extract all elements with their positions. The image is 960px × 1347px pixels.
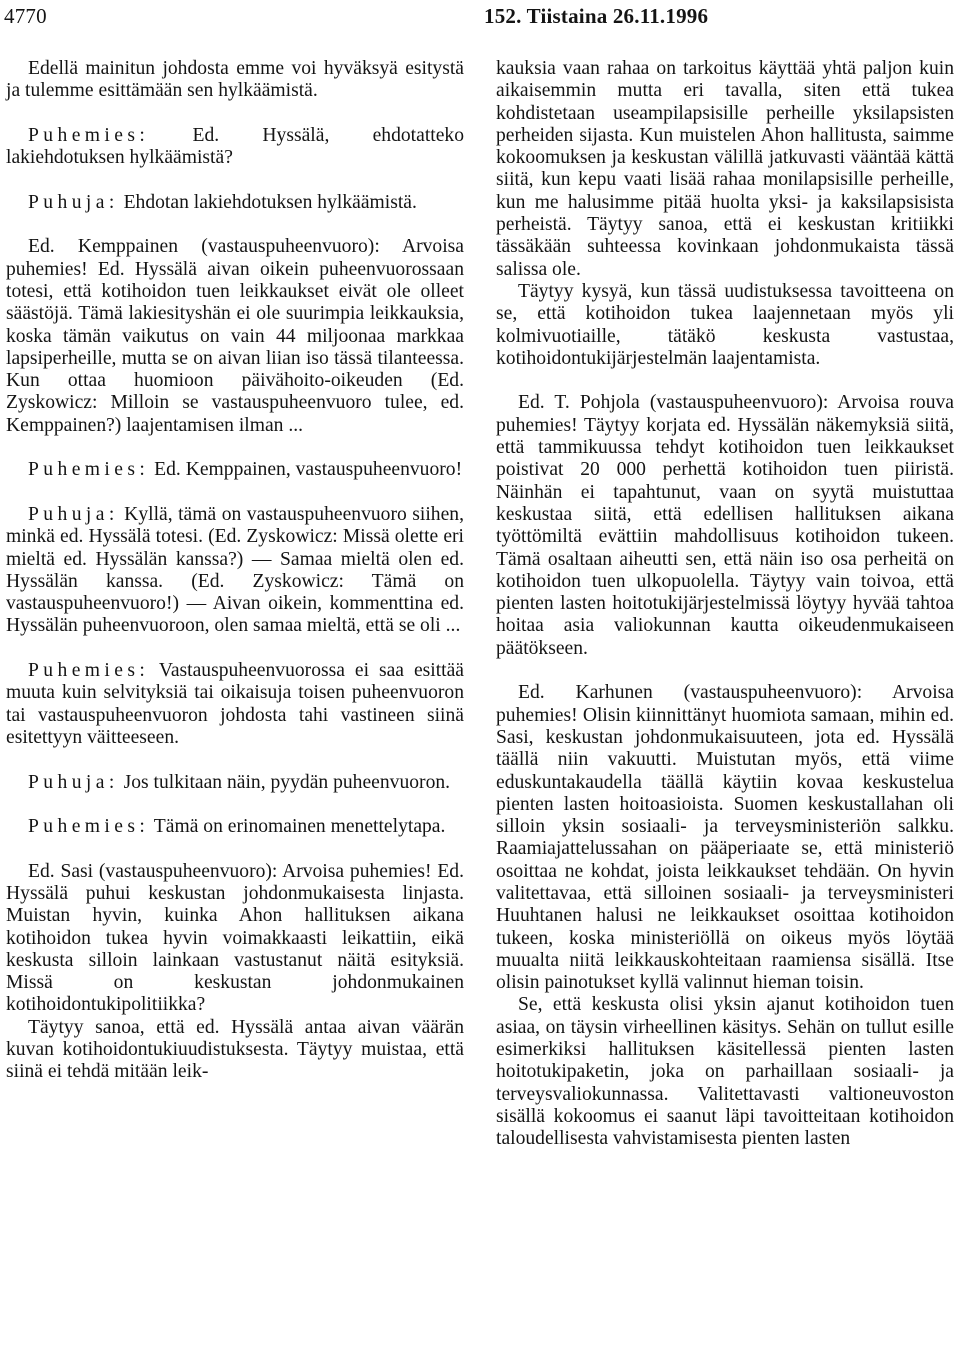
speaker-label: Puhuja: — [28, 503, 119, 525]
paragraph — [496, 58, 954, 281]
paragraph — [6, 816, 464, 838]
speaker-label: Puhuja: — [28, 191, 119, 213]
paragraph-text: Ed. Kemppainen (vastauspuheenvuoro): Arvoisa puhemies! Ed. Hyssälä aivan oikein puheenvuorossaan totesi, että kotihoidon tuen leikkaukset eivät ole olleet säästöjä. Tämä lakiesityshän ei ole suurimpia leikkauksia, koska tämän vaikutus on vain 44 miljoonaa markkaa lapsiperheille, mutta se on aivan liian iso tässä tilanteessa. Kun ottaa huomioon päivähoito-oikeuden (Ed. Zyskowicz: Milloin se vastauspuheenvuoro tulee, ed. Kemppainen?) laajentamisen ilman ... — [6, 236, 464, 436]
paragraph — [496, 682, 954, 994]
paragraph — [6, 504, 464, 638]
speaker-label: Puhuja: — [28, 771, 119, 793]
paragraph — [496, 281, 954, 370]
paragraph-text: Jos tulkitaan näin, pyydän puheenvuoron. — [118, 771, 451, 793]
paragraph-text: Ehdotan lakiehdotuksen hylkäämistä. — [118, 191, 417, 213]
paragraph-text: Ed. T. Pohjola (vastauspuheenvuoro): Arvoisa rouva puhemies! Täytyy korjata ed. Hyssälän näkemyksiä siitä, että tammikuussa tehdyt kotihoidon tuen leikkaukset poistivat 20 000 perhettä kotihoidon tuen piiristä. Näinhän ei tapahtunut, vaan on syytä muistuttaa keskustaa siitä, että edellisen hallituksen aikana työttömiltä evättiin mahdollisuus kotihoidon tukeen. Tämä osaltaan aiheutti sen, että näin iso osa perheitä on kotihoidon tuen ulkopuolella. Täytyy vain toivoa, että pienten lasten hoitotukijärjestelmissä löytyy hyvää tahtoa hoitaa asia valiokunnan kautta oikeudenmukaiseen päätökseen. — [496, 392, 954, 659]
paragraph — [6, 58, 464, 103]
paragraph — [6, 125, 464, 170]
speaker-label: Puhemies: — [28, 124, 150, 146]
paragraph-text: Täytyy sanoa, että ed. Hyssälä antaa aivan väärän kuvan kotihoidontukiuudistuksesta. Täytyy muistaa, että siinä ei tehdä mitään leik- — [6, 1016, 464, 1083]
paragraph-text: Ed. Hyssälä, ehdotatteko lakiehdotuksen hylkäämistä? — [6, 124, 464, 169]
left-column — [6, 58, 464, 1084]
paragraph — [6, 459, 464, 481]
paragraph — [496, 392, 954, 660]
paragraph-text: Edellä mainitun johdosta emme voi hyväksyä esitystä ja tulemme esittämään sen hylkäämistä. — [6, 58, 464, 102]
paragraph-text: Ed. Kemppainen, vastauspuheenvuoro! — [149, 459, 463, 481]
paragraph-text: Kyllä, tämä on vastauspuheenvuoro siihen, minkä ed. Hyssälä totesi. (Ed. Zyskowicz: Missä olette eri mieltä ed. Hyssälän kanssa?) — Samaa mieltä olen ed. Hyssälän kanssa. (Ed. Zyskowicz: Tämä on vastauspuheenvuoro!) — Aivan oikein, kommenttina ed. Hyssälän puheenvuoroon, olen samaa mieltä, että se oli ... — [6, 503, 464, 637]
paragraph — [6, 1017, 464, 1084]
right-column — [496, 58, 954, 1151]
paragraph — [6, 660, 464, 749]
speaker-label: Puhemies: — [28, 816, 150, 838]
paragraph-text: Vastauspuheenvuorossa ei saa esittää muuta kuin selvityksiä tai oikaisuja toisen puheenvuoron tai vastauspuheenvuoron johdosta tahi vastineen siinä esitettyyn väitteeseen. — [6, 660, 464, 748]
paragraph — [496, 994, 954, 1150]
page-header — [0, 0, 960, 40]
paragraph-text: Täytyy kysyä, kun tässä uudistuksessa tavoitteena on se, että kotihoidon tukea laajennetaan myös yli kolmivuotiaille, tätäkö keskusta vastustaa, kotihoidontukijärjestelmän laajentamista. — [496, 280, 954, 369]
page-number: 4770 — [4, 4, 47, 28]
paragraph — [6, 236, 464, 437]
paragraph-text: Ed. Karhunen (vastauspuheenvuoro): Arvoisa puhemies! Olisin kiinnittänyt huomiota samaan, mihin ed. Sasi, keskustan johdonmukaisuuteen, jota ed. Hyssälä täällä niin vakuutti. Muistutan myös, että viime eduskuntakaudella täällä käytiin kovaa keskustelua pienten lasten hoitoasioista. Suomen keskustallahan oli silloin yksin sosiaali- ja terveysministeriön salkku. Raamiajattelussahan on pääperiaate se, että ministeriö osoittaa ne kohdat, joista leikkaukset tehdään. On hyvin valitettavaa, että silloinen sosiaali- ja terveysministeri Huuhtanen halusi ne leikkaukset osoittaa kotihoidon tukeen, koska ministeriöllä on oikeus myös löytää muualta niitä leikkauskohteitaan raamiensa sisällä. Itse olisin painotukset kyllä valinnut hieman toisin. — [496, 682, 954, 994]
speaker-label: Puhemies: — [28, 459, 150, 481]
paragraph-text: Tämä on erinomainen menettelytapa. — [149, 816, 446, 838]
paragraph — [6, 861, 464, 1017]
paragraph — [6, 772, 464, 794]
paragraph-text: kauksia vaan rahaa on tarkoitus käyttää yhtä paljon kuin aikaisemmin mutta eri tavalla, siten että tukea kohdistetaan useampilapsisille perheille yksilapsisten perheiden sijasta. Kun muistelen Ahon hallitusta, saimme kokoomuksen ja keskustan välillä jatkuvasti vääntää kättä siitä, kun kepu vaati lisää rahaa monilapsisille perheille, kun me halusimme pitää huolta yksi- ja kaksilapsisista perheistä. Täytyy sanoa, että ei keskustan kritiikki tässäkään suhteessa kovinkaan johdonmukaista tässä salissa ole. — [496, 58, 954, 280]
paragraph-text: Se, että keskusta olisi yksin ajanut kotihoidon tuen asiaa, on täysin virheellinen käsitys. Sehän on tullut esille esimerkiksi hallituksen käsitellessä pienten lasten hoitotukipaketin, joka on parhaillaan sosiaali- ja terveysvaliokunnassa. Valitettavasti valtioneuvoston sisällä kokoomus ei saanut läpi tavoitteitaan kotihoidon taloudellisesta vahvistamisesta pienten lasten — [496, 994, 954, 1150]
paragraph — [6, 192, 464, 214]
speaker-label: Puhemies: — [28, 660, 150, 682]
session-info: 152. Tiistaina 26.11.1996 — [484, 4, 709, 28]
paragraph-text: Ed. Sasi (vastauspuheenvuoro): Arvoisa puhemies! Ed. Hyssälä puhui keskustan johdonmukaisesta linjasta. Muistan hyvin, kuinka Ahon hallituksen aikana kotihoidon tukea hyvin voimakkaasti leikattiin, eikä keskusta silloin lainkaan vastustanut näitä esityksiä. Missä on keskustan johdonmukainen kotihoidontukipolitiikka? — [6, 860, 464, 1016]
